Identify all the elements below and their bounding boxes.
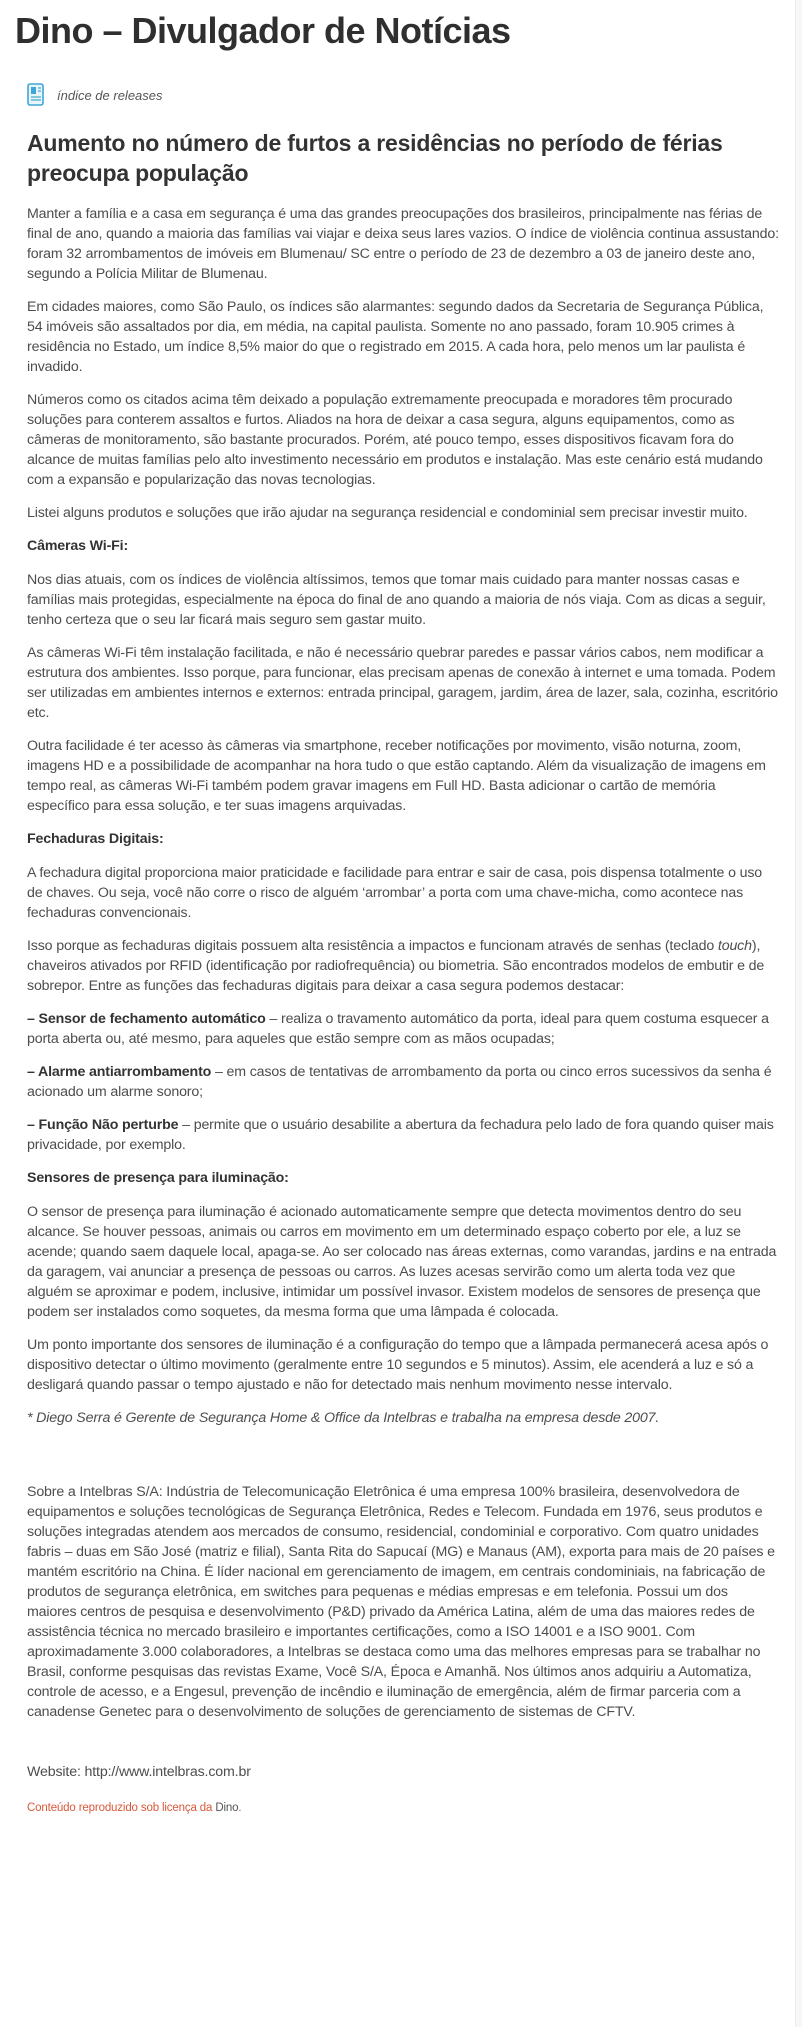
article-title: Aumento no número de furtos a residências no período de férias preocupa população <box>27 130 723 186</box>
scrollbar-gutter <box>795 0 802 2027</box>
feature-title: – Função Não perturbe <box>27 1117 179 1133</box>
paragraph: Manter a família e a casa em segurança é uma das grandes preocupações dos brasileiros, principalmente nas férias de final de ano, quando a maioria das famílias vai viajar e deixa seus lares vazios. O índice de violência continua assustando: foram 32 arrombamentos de imóveis em Blumenau/ SC entre o período de 23 de dezembro a 03 de janeiro deste ano, segundo a Polícia Militar de Blumenau. <box>27 206 779 282</box>
site-title: Dino – Divulgador de Notícias <box>15 10 511 51</box>
document-icon <box>27 83 45 107</box>
section-heading-cameras: Câmeras Wi-Fi: <box>27 538 129 554</box>
license-brand-link[interactable]: Dino <box>215 1802 239 1814</box>
section-heading-locks: Fechaduras Digitais: <box>27 831 164 847</box>
paragraph: A fechadura digital proporciona maior praticidade e facilidade para entrar e sair de casa, pois dispensa totalmente o uso de chaves. Ou seja, você não corre o risco de alguém ‘arrombar’ a porta com uma chave-micha, como acontece nas fechaduras convencionais. <box>27 865 763 921</box>
feature-text: – realiza o travamento automático da porta, ideal para quem costuma esquecer a porta aberta ou, até mesmo, para aqueles que estão sempre com as mãos ocupadas; <box>27 1011 769 1047</box>
paragraph: Números como os citados acima têm deixado a população extremamente preocupada e moradores têm procurado soluções para conterem assaltos e furtos. Aliados na hora de deixar a casa segura, alguns equipamentos, como as câmeras de monitoramento, são bastante procurados. Porém, até pouco tempo, esses dispositivos ficavam fora do alcance de muitas famílias pelo alto investimento necessário em produtos e instalação. Mas este cenário está mudando com a expansão e popularização das novas tecnologias. <box>27 392 763 488</box>
paragraph: Nos dias atuais, com os índices de violência altíssimos, temos que tomar mais cuidado para manter nossas casas e famílias mais protegidas, especialmente na época do final de ano quando a maioria de nós viaja. Com as dicas a seguir, tenho certeza que o seu lar ficará mais seguro sem gastar muito. <box>27 572 766 628</box>
paragraph: As câmeras Wi-Fi têm instalação facilitada, e não é necessário quebrar paredes e passar vários cabos, nem modificar a estrutura dos ambientes. Isso porque, para funcionar, elas precisam apenas de conexão à internet e uma tomada. Podem ser utilizadas em ambientes internos e externos: entrada principal, garagem, jardim, área de lazer, sala, cozinha, escritório etc. <box>27 645 778 721</box>
article <box>27 128 779 1831</box>
paragraph: Em cidades maiores, como São Paulo, os índices são alarmantes: segundo dados da Secretaria de Segurança Pública, 54 imóveis são assaltados por dia, em média, na capital paulista. Somente no ano passado, foram 10.905 crimes à residência no Estado, um índice 8,5% maior do que o registrado em 2015. A cada hora, pelo menos um lar paulista é invadido. <box>27 299 764 375</box>
emphasis: touch <box>717 938 752 954</box>
feature-text: – em casos de tentativas de arrombamento da porta ou cinco erros sucessivos da senha é acionado um alarme sonoro; <box>27 1064 772 1100</box>
feature-item <box>27 1009 779 1049</box>
section-heading-sensors: Sensores de presença para iluminação: <box>27 1170 289 1186</box>
feature-title: – Alarme antiarrombamento <box>27 1064 212 1080</box>
text: Isso porque as fechaduras digitais possuem alta resistência a impactos e funcionam através de senhas (teclado <box>27 938 718 954</box>
paragraph: Outra facilidade é ter acesso às câmeras via smartphone, receber notificações por movimento, visão noturna, zoom, imagens HD e a possibilidade de acompanhar na hora tudo o que estão captando. Além da visualização de imagens em tempo real, as câmeras Wi-Fi também podem gravar imagens em Full HD. Basta adicionar o cartão de memória específico para essa solução, e ter suas imagens arquivadas. <box>27 738 766 814</box>
website-line: Website: http://www.intelbras.com.br <box>27 1764 251 1780</box>
license-suffix: . <box>238 1802 242 1814</box>
feature-text: – permite que o usuário desabilite a abertura da fechadura pelo lado de fora quando quiser mais privacidade, por exemplo. <box>27 1117 774 1153</box>
feature-item <box>27 1062 779 1102</box>
author-byline: * Diego Serra é Gerente de Segurança Home & Office da Intelbras e trabalha na empresa desde 2007. <box>27 1410 660 1426</box>
paragraph <box>27 936 779 996</box>
paragraph: Listei alguns produtos e soluções que irão ajudar na segurança residencial e condominial sem precisar investir muito. <box>27 505 748 521</box>
feature-title: – Sensor de fechamento automático <box>27 1011 266 1027</box>
about-company: Sobre a Intelbras S/A: Indústria de Telecomunicação Eletrônica é uma empresa 100% brasileira, desenvolvedora de equipamentos e soluções tecnológicas de Segurança Eletrônica, Redes e Telecom. Fundada em 1976, seus produtos e soluções integradas atendem aos mercados de consumo, residencial, condominial e corporativo. Com quatro unidades fabris – duas em São José (matriz e filial), Santa Rita do Sapucaí (MG) e Manaus (AM), exporta para mais de 20 países e mantém escritório na China. É líder nacional em gerenciamento de imagem, em centrais condominiais, na fabricação de produtos de segurança eletrônica, em switches para pequenas e médias empresas e em telefonia. Possui um dos maiores centros de pesquisa e desenvolvimento (P&D) privado da América Latina, além de uma das maiores redes de assistência técnica no mercado brasileiro e importantes certificações, como a ISO 14001 e a ISO 9001. Com aproximadamente 3.000 colaboradores, a Intelbras se destaca como uma das melhores empresas para se trabalhar no Brasil, conforme pesquisas das revistas Exame, Você S/A, Época e Amanhã. Nos últimos anos adquiriu a Automatiza, controle de acesso, e a Engesul, prevenção de incêndio e iluminação de emergência, além de firmar parceria com a canadense Genetec para o desenvolvimento de soluções de gerenciamento de sistemas de CFTV. <box>27 1484 775 1720</box>
releases-index-link[interactable] <box>27 82 163 108</box>
paragraph: O sensor de presença para iluminação é acionado automaticamente sempre que detecta movimentos dentro do seu alcance. Se houver pessoas, animais ou carros em movimento em um determinado espaço coberto por ele, a luz se acende; quando saem daquele local, apaga-se. Ao ser colocado nas áreas externas, como varandas, jardins e na entrada da garagem, vai anunciar a presença de pessoas ou carros. As luzes acesas servirão como um alerta toda vez que alguém se aproximar e podem, inclusive, intimidar um possível invasor. Existem modelos de sensores de presença que podem ser instalados como soquetes, da mesma forma que uma lâmpada é colocada. <box>27 1204 777 1320</box>
text: ), chaveiros ativados por RFID (identificação por radiofrequência) ou biometria. São encontrados modelos de embutir e de sobrepor. Entre as funções das fechaduras digitais para deixar a casa segura podemos destacar: <box>27 938 765 994</box>
paragraph: Um ponto importante dos sensores de iluminação é a configuração do tempo que a lâmpada permanecerá acesa após o dispositivo detectar o último movimento (geralmente entre 10 segundos e 5 minutos). Assim, ele acenderá a luz e só a desligará quando passar o tempo ajustado e não for detectado mais nenhum movimento nesse intervalo. <box>27 1337 769 1393</box>
license-note <box>27 1798 779 1818</box>
breadcrumb-label: índice de releases <box>57 87 163 103</box>
license-text[interactable]: Conteúdo reproduzido sob licença da <box>27 1802 216 1814</box>
feature-item <box>27 1115 779 1155</box>
